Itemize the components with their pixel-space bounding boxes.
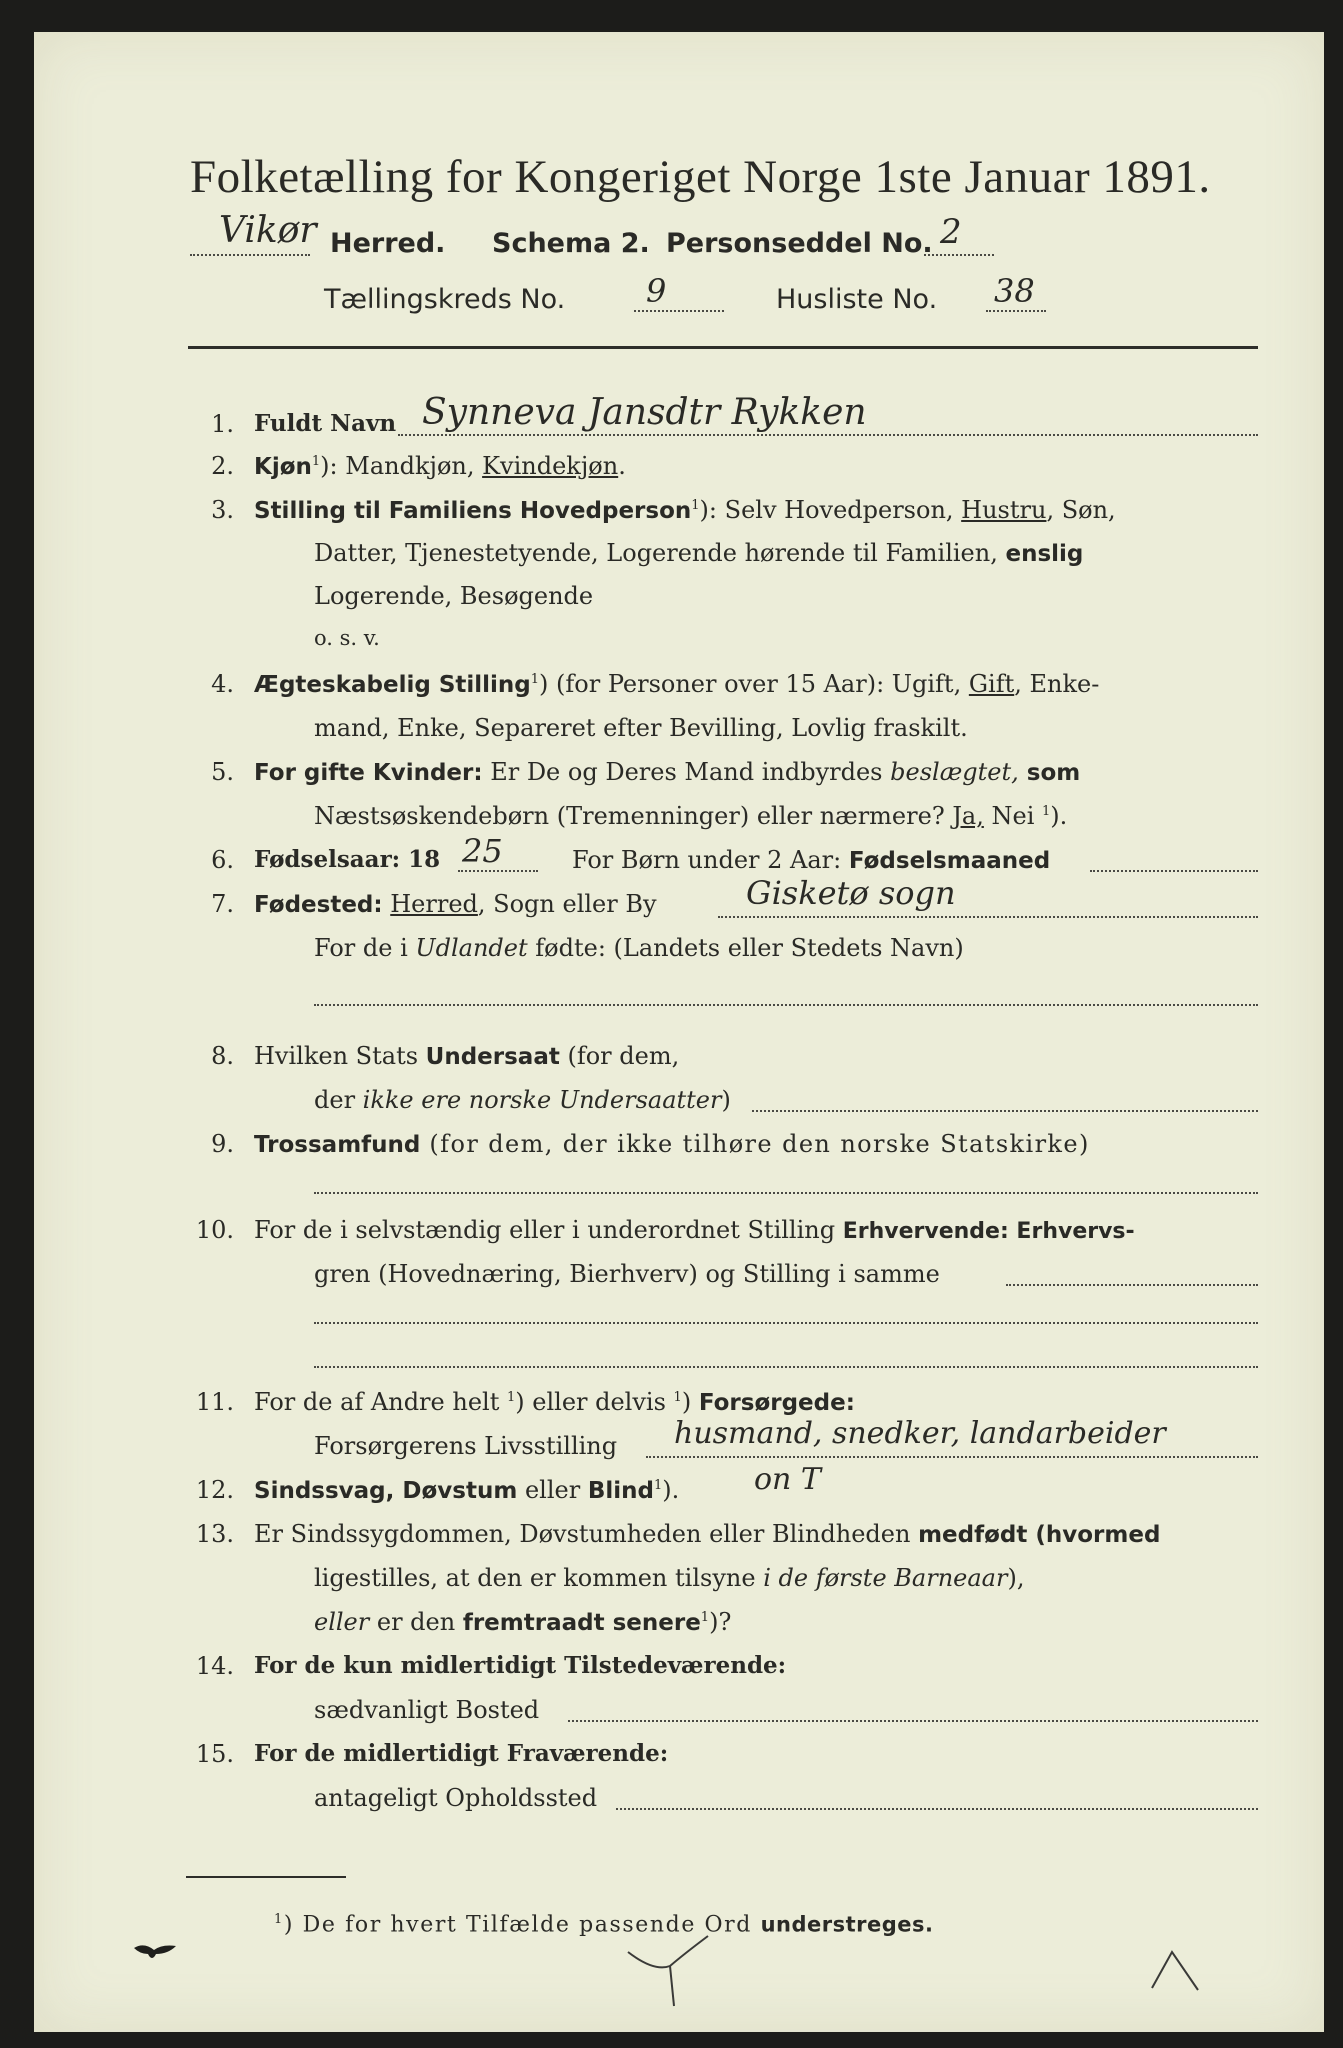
q8-number: 8. (211, 1042, 234, 1070)
q15-line2: antageligt Opholdssted (314, 1784, 598, 1812)
q7-label: Fødested: (254, 892, 383, 918)
q6-rest-bold: Fødselsmaaned (848, 848, 1051, 874)
q3-line2 (314, 539, 1083, 567)
header-rule (188, 346, 1258, 349)
q15-dots (616, 1808, 1258, 1810)
q3-l2-bold: enslig (1005, 541, 1084, 567)
husliste-dots (986, 310, 1046, 312)
q7-l2-b: fødte: (Landets eller Stedets Navn) (527, 934, 964, 962)
q13-line3 (314, 1608, 731, 1636)
q12-number: 12. (195, 1476, 234, 1504)
q11-l1-b: ) eller delvis (515, 1388, 674, 1416)
q4-number: 4. (211, 670, 234, 698)
q3-l1-rest: ): Selv Hovedperson, (699, 496, 962, 524)
q5-l1-rest: Er De og Deres Mand indbyrdes (482, 758, 891, 786)
q13-l2-italic: i de første Barneaar (763, 1564, 1008, 1592)
q6-year-dots (458, 870, 538, 872)
personseddel-value: 2 (940, 212, 962, 252)
q8-l2-italic: ikke ere norske Undersaatter (362, 1086, 722, 1114)
q5-l1-italic: beslægtet, (890, 758, 1019, 786)
q4-l1-end: , Enke- (1014, 670, 1100, 698)
herred-label: Herred. (330, 228, 446, 259)
q8-l1-bold: Undersaat (425, 1044, 560, 1070)
q10-line1 (254, 1216, 1135, 1244)
q10-l1-bold: Erhvervende: Erhvervs- (842, 1219, 1135, 1244)
q13-l3-b: )? (709, 1608, 732, 1636)
q7-l2-a: For de i (314, 934, 416, 962)
q14-dots (568, 1720, 1258, 1722)
q13-l1-a: Er Sindssygdommen, Døvstumheden eller Blindheden (254, 1520, 919, 1548)
q11-line1 (254, 1388, 855, 1416)
schema-label: Schema 2. (492, 228, 650, 259)
q13-sup: 1 (700, 1610, 710, 1625)
q2-rest-c: . (618, 452, 626, 480)
q4-gift: Gift (968, 670, 1015, 698)
q11-line2: Forsørgerens Livsstilling (314, 1432, 618, 1460)
q5-line1 (254, 758, 1080, 786)
q3-line1 (254, 496, 1116, 524)
q10-dots3 (314, 1366, 1258, 1368)
q7-l2-italic: Udlandet (415, 934, 528, 962)
q8-line2 (314, 1086, 731, 1114)
q11-l1-bold: Forsørgede: (698, 1390, 855, 1416)
q6-rest: For Børn under 2 Aar: (572, 846, 849, 874)
q2-rest-a: ): Mandkjøn, (320, 452, 483, 480)
q10-line2: gren (Hovednæring, Bierhverv) og Stilling i samme (314, 1260, 940, 1288)
q9-rest: (for dem, der ikke tilhøre den norske Statskirke) (420, 1130, 1090, 1158)
q13-l3-bold: fremtraadt senere (462, 1610, 701, 1636)
q3-sup: 1 (691, 498, 700, 513)
q1-number: 1. (211, 410, 234, 438)
footnote-sup: 1 (274, 1912, 284, 1927)
q7-herred: Herred (390, 890, 478, 918)
footnote (274, 1912, 933, 1937)
q9-label: Trossamfund (254, 1132, 421, 1158)
q3-line3: Logerende, Besøgende (314, 582, 594, 610)
q5-label: For gifte Kvinder: (254, 760, 483, 786)
q2-number: 2. (211, 452, 234, 480)
tellingskreds-value: 9 (646, 272, 667, 310)
husliste-value: 38 (994, 272, 1035, 310)
q3-line4: o. s. v. (314, 626, 380, 650)
q7-dots (718, 916, 1258, 918)
q1-dots (398, 434, 1258, 436)
q8-l2-a: der (314, 1086, 363, 1114)
q5-line2 (314, 802, 1067, 830)
q7-line1 (254, 890, 657, 918)
q8-l2-b: ) (721, 1086, 731, 1114)
q4-line2: mand, Enke, Separeret efter Bevilling, Lovlig fraskilt. (314, 714, 968, 742)
q5-number: 5. (211, 758, 234, 786)
q15-line1: For de midlertidigt Fraværende: (254, 1740, 669, 1767)
q11-dots (646, 1456, 1258, 1458)
q13-l1-bold: medfødt (hvormed (918, 1522, 1161, 1548)
q14-number: 14. (195, 1652, 234, 1680)
ink-blot-mark (132, 1940, 178, 1964)
q2-label: Kjøn (254, 454, 312, 480)
q11-value: husmand, snedker, landarbeider (674, 1416, 1166, 1451)
q13-l2-a: ligestilles, at den er kommen tilsyne (314, 1564, 764, 1592)
pen-tick-mark (1146, 1944, 1206, 1994)
form-title: Folketælling for Kongeriget Norge 1ste Januar 1891. (190, 151, 1211, 203)
footnote-text: ) De for hvert Tilfælde passende Ord (283, 1912, 761, 1938)
q13-l2-b: ), (1007, 1564, 1025, 1592)
q13-l3-italic: eller (314, 1608, 370, 1636)
q8-l1-a: Hvilken Stats (254, 1042, 426, 1070)
footnote-bold: understreges. (760, 1912, 934, 1937)
q2-line (254, 452, 626, 480)
q15-number: 15. (195, 1740, 234, 1768)
q11-number: 11. (195, 1388, 234, 1416)
q13-line1 (254, 1520, 1160, 1548)
q5-l2-close: ). (1050, 802, 1068, 830)
q12-end: ). (662, 1476, 680, 1504)
q8-l1-b: (for dem, (559, 1042, 680, 1070)
q7-line2 (314, 934, 964, 962)
q6-value: 25 (462, 832, 503, 870)
q12-label: Sindssvag, Døvstum (254, 1478, 518, 1504)
tellingskreds-label: Tællingskreds No. (324, 284, 566, 315)
q5-l2: Næstsøskendebørn (Tremenninger) eller nærmere? (314, 802, 953, 830)
tellingskreds-dots (634, 310, 724, 312)
personseddel-label: Personseddel No. (666, 228, 933, 259)
q4-label: Ægteskabelig Stilling (254, 672, 531, 698)
q13-line2 (314, 1564, 1024, 1592)
q3-l1-end: , Søn, (1046, 496, 1116, 524)
q2-sup: 1 (311, 454, 321, 469)
q12-value: on T (754, 1462, 821, 1497)
q4-l1-rest: ) (for Personer over 15 Aar): Ugift, (539, 670, 969, 698)
q10-dots2 (314, 1322, 1258, 1324)
q7-value: Gisketø sogn (746, 874, 956, 912)
q9-dots (314, 1192, 1258, 1194)
pen-stroke-mark (624, 1932, 724, 2012)
q8-dots (752, 1110, 1258, 1112)
q10-number: 10. (195, 1216, 234, 1244)
personseddel-dots (924, 254, 994, 256)
q6-rest-line (572, 846, 1050, 874)
q14-line2: sædvanligt Bosted (314, 1696, 540, 1724)
q5-l2-end: Nei (983, 802, 1043, 830)
q6-number: 6. (211, 846, 234, 874)
q5-ja: Ja, (952, 802, 984, 830)
q3-l2: Datter, Tjenestetyende, Logerende hørende til Familien, (314, 539, 1006, 567)
q7-rest: , Sogn eller By (477, 890, 657, 918)
husliste-label: Husliste No. (776, 284, 938, 315)
q7-number: 7. (211, 890, 234, 918)
q1-value: Synneva Jansdtr Rykken (422, 392, 867, 433)
q3-number: 3. (211, 496, 234, 524)
q11-sup-b: 1 (673, 1390, 682, 1405)
q10-dots1 (1006, 1284, 1258, 1286)
q4-line1 (254, 670, 1099, 698)
q3-hustru: Hustru (961, 496, 1047, 524)
q13-l3-a: er den (369, 1608, 463, 1636)
q12-rest: eller (517, 1476, 588, 1504)
q13-number: 13. (195, 1520, 234, 1548)
q7-dots2 (314, 1004, 1258, 1006)
q9-line1 (254, 1130, 1090, 1158)
q11-l1-c: ) (681, 1388, 699, 1416)
q2-kvindekjon: Kvindekjøn (482, 452, 619, 480)
q14-line1: For de kun midlertidigt Tilstedeværende: (254, 1652, 787, 1679)
q9-number: 9. (211, 1130, 234, 1158)
q11-sup-a: 1 (506, 1390, 516, 1405)
q6-month-dots (1090, 870, 1258, 872)
q4-sup: 1 (530, 672, 540, 687)
q3-label: Stilling til Familiens Hovedperson (254, 498, 692, 524)
q11-l1-a: For de af Andre helt (254, 1388, 507, 1416)
census-form-card (34, 32, 1324, 2032)
footnote-rule (186, 1876, 346, 1878)
herred-dots (190, 254, 310, 256)
q12-sup: 1 (653, 1478, 663, 1493)
q12-line1 (254, 1476, 679, 1504)
q10-l1-a: For de i selvstændig eller i underordnet Stilling (254, 1216, 843, 1244)
herred-value: Vikør (219, 210, 317, 251)
q5-sup: 1 (1042, 804, 1051, 819)
q5-l1-end: som (1018, 760, 1081, 786)
q6-label: Fødselsaar: 18 (254, 846, 441, 873)
q1-label: Fuldt Navn (254, 410, 397, 437)
q12-label2: Blind (587, 1478, 654, 1504)
q8-line1 (254, 1042, 679, 1070)
